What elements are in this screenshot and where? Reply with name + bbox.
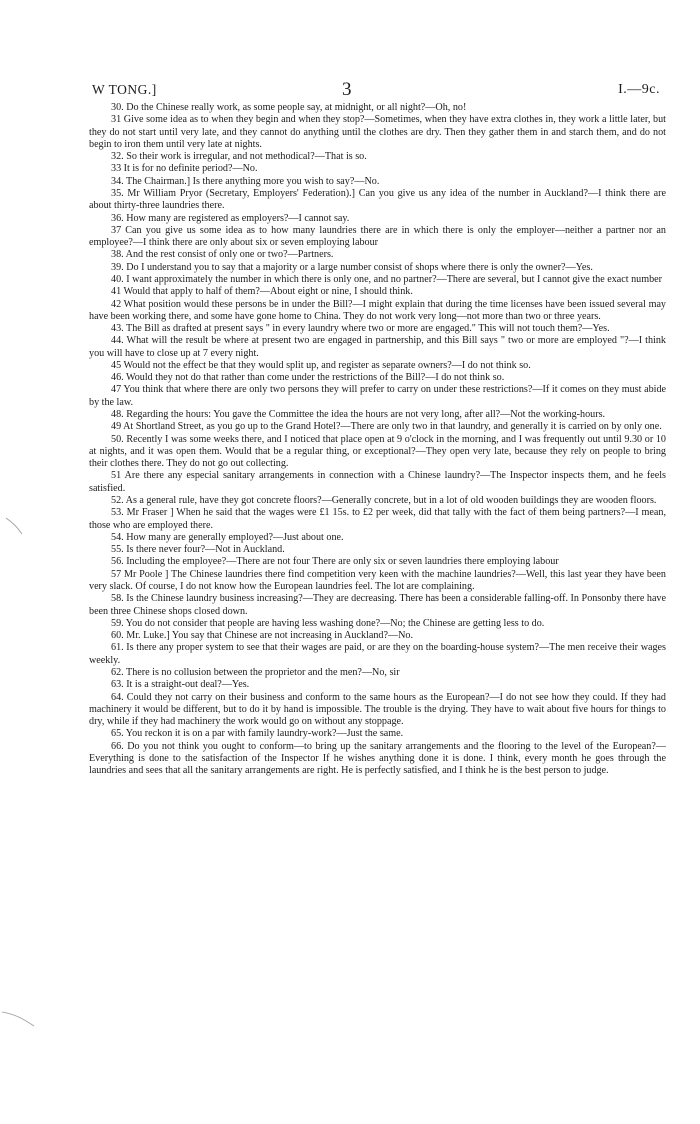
testimony-paragraph: 57 Mr Poole ] The Chinese laundries there find competition very keen with the machine laundries?—Well, this last year they have been very slack. Of course, I do not know how the European laundries feel. The lot are complaining. [89, 568, 666, 592]
testimony-paragraph: 65. You reckon it is on a par with family laundry-work?—Just the same. [111, 728, 404, 740]
testimony-paragraph: 64. Could they not carry on their business and conform to the same hours as the European?—I do not see how they could. If they had machinery it would be different, but to do it by hand is impossible. The trouble is the drying. They have to wait about five hours for things to dry, while if they had machinery the work would go on without any stoppage. [89, 691, 666, 728]
header-witness-name: W TONG.] [92, 82, 157, 97]
testimony-paragraph: 30. Do the Chinese really work, as some people say, at midnight, or all night?—Oh, no! [111, 102, 467, 113]
testimony-paragraph: 59. You do not consider that people are having less washing done?—No; the Chinese are getting less to do. [111, 617, 545, 629]
testimony-paragraph: 60. Mr. Luke.] You say that Chinese are not increasing in Auckland?—No. [111, 630, 414, 642]
testimony-paragraph: 51 Are there any especial sanitary arrangements in connection with a Chinese laundry?—The Inspector inspects them, and he feels satisfied. [89, 470, 666, 494]
testimony-paragraph: 33 It is for no definite period?—No. [111, 163, 258, 175]
testimony-paragraph: 37 Can you give us some idea as to how many laundries there are in which there is only the employer—neither a partner nor an employee?—I think there are only about six or seven employing labour [89, 224, 666, 249]
margin-pencil-mark [0, 500, 40, 560]
running-header [92, 79, 660, 104]
testimony-paragraph: 53. Mr Fraser ] When he said that the wages were £1 15s. to £2 per week, did that tally with the fact of them being partners?—I mean, those who are employed there. [89, 507, 666, 531]
testimony-paragraph: 58. Is the Chinese laundry business increasing?—They are decreasing. There has been a considerable falling-off. In Ponsonby there have been three Chinese shops closed down. [89, 593, 666, 617]
testimony-paragraph: 38. And the rest consist of only one or two?—Partners. [111, 249, 334, 261]
testimony-paragraph: 50. Recently I was some weeks there, and I noticed that place open at 9 o'clock in the morning, and I was frequently out until 9.30 or 10 at nights, and it was open them. Would that be a regular thing, or exceptional?—They open very late, because they rely on people to bring their clothes there. They do not go out collecting. [89, 433, 666, 470]
testimony-paragraph: 31 Give some idea as to when they begin and when they stop?—Sometimes, when they have extra clothes in, they work a little later, but they do not start until very late, and they cannot do anything until the clothes are dry. Then they gather them in and starch them, and do not begin to iron them until very late at nights. [89, 114, 666, 150]
testimony-paragraph: 52. As a general rule, have they got concrete floors?—Generally concrete, but in a lot of old wooden buildings they are wooden floors. [111, 495, 657, 506]
page-number: 3 [342, 79, 352, 100]
testimony-paragraph: 40. I want approximately the number in which there is only one, and no partner?—There are several, but I cannot give the exact number [111, 273, 663, 285]
testimony-paragraph: 63. It is a straight-out deal?—Yes. [111, 679, 250, 691]
margin-pencil-mark-lower [0, 1000, 50, 1050]
testimony-paragraph: 42 What position would these persons be in under the Bill?—I might explain that during the time licenses have been issued several may have been working there, and some have gone home to China. They do not work very long—not more than two or three years. [89, 298, 666, 322]
testimony-paragraph: 62. There is no collusion between the proprietor and the men?—No, sir [111, 666, 400, 678]
testimony-paragraph: 39. Do I understand you to say that a majority or a large number consist of shops where there is only the owner?—Yes. [111, 261, 593, 273]
testimony-paragraph: 54. How many are generally employed?—Just about one. [111, 531, 344, 543]
testimony-paragraph: 55. Is there never four?—Not in Auckland. [111, 544, 285, 556]
testimony-body [89, 102, 666, 777]
testimony-paragraph: 41 Would that apply to half of them?—About eight or nine, I should think. [111, 286, 413, 298]
testimony-paragraph: 43. The Bill as drafted at present says " in every laundry where two or more are engaged." This will not touch them?—Yes. [111, 323, 610, 335]
document-reference: I.—9c. [618, 82, 660, 97]
testimony-paragraph: 32. So their work is irregular, and not methodical?—That is so. [111, 151, 367, 163]
testimony-paragraph: 46. Would they not do that rather than come under the restrictions of the Bill?—I do not think so. [111, 372, 505, 384]
testimony-paragraph: 34. The Chairman.] Is there anything more you wish to say?—No. [111, 175, 380, 187]
testimony-paragraph: 56. Including the employee?—There are not four There are only six or seven laundries there employing labour [111, 556, 559, 568]
testimony-paragraph: 61. Is there any proper system to see that their wages are paid, or are they on the boarding-house system?—The men receive their wages weekly. [89, 642, 666, 666]
testimony-paragraph: 47 You think that where there are only two persons they will prefer to carry on under these restrictions?—If it comes on they must abide by the law. [89, 384, 666, 408]
testimony-paragraph: 35. Mr William Pryor (Secretary, Employers' Federation).] Can you give us any idea of the number in Auckland?—I think there are about thirty-three laundries there. [89, 187, 666, 212]
testimony-paragraph: 49 At Shortland Street, as you go up to the Grand Hotel?—There are only two in that laundry, and generally it is carried on by only one. [111, 421, 662, 433]
testimony-paragraph: 45 Would not the effect be that they would split up, and register as separate owners?—I do not think so. [111, 359, 531, 371]
testimony-paragraph: 44. What will the result be where at present two are engaged in partnership, and this Bill says " two or more are employed "?—I think you will have to close up at 7 every night. [89, 335, 666, 359]
testimony-paragraph: 36. How many are registered as employers?—I cannot say. [111, 212, 350, 224]
testimony-paragraph: 66. Do you not think you ought to conform—to bring up the sanitary arrangements and the flooring to the level of the European?—Everything is done to the satisfaction of the Inspector If he wishes anything done it is done. I think, every month he goes through the laundries and sees that all the sanitary arrangements are right. He is perfectly satisfied, and I think he is the best person to judge. [89, 740, 666, 777]
testimony-paragraph: 48. Regarding the hours: You gave the Committee the idea the hours are not very long, after all?—Not the working-hours. [111, 409, 606, 421]
